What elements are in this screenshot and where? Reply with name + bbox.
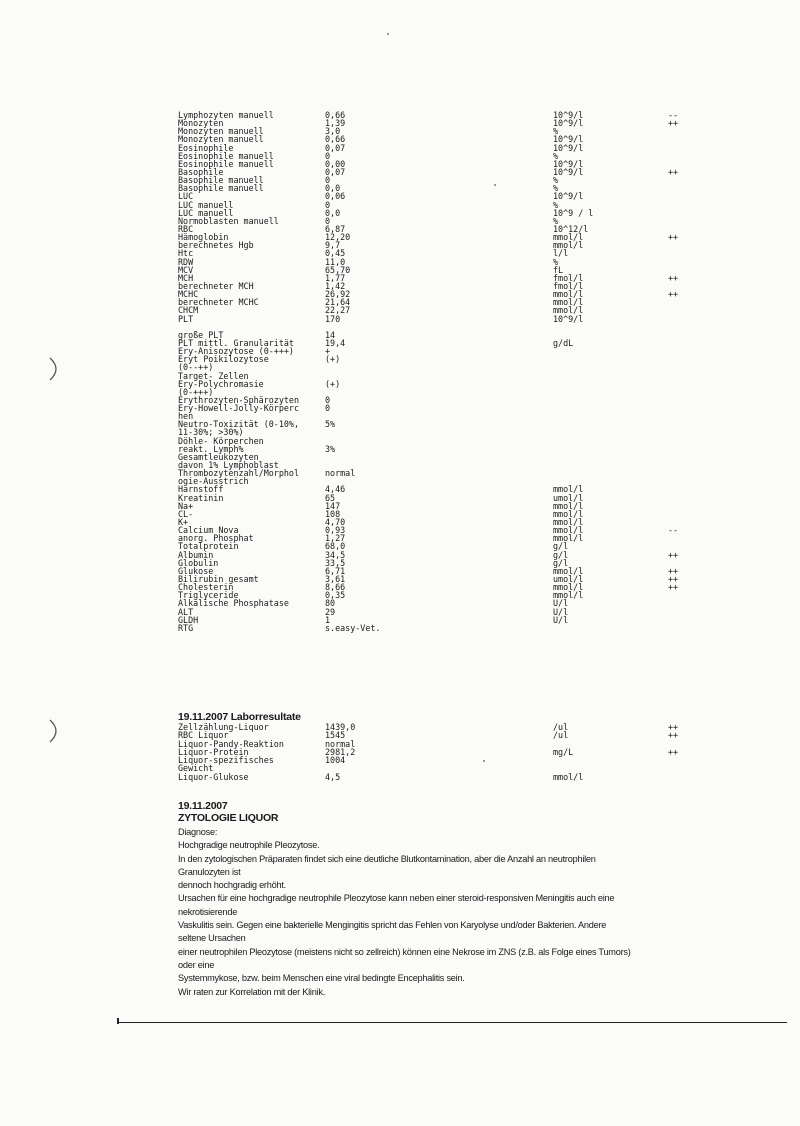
result-name: berechneter MCH [178, 280, 254, 291]
result-value: 65,70 [325, 264, 351, 275]
table-row [178, 201, 698, 209]
result-flag: ++ [668, 730, 679, 741]
cytology-line: nekrotisierende [178, 906, 238, 917]
result-name: ALT [178, 606, 194, 617]
result-name: Eryt Poikilozytose [178, 354, 269, 365]
result-unit: mmol/l [553, 517, 584, 528]
result-name: Liquor-spezifisches [178, 755, 274, 766]
result-value: 19,4 [325, 337, 346, 348]
result-unit: mmol/l [553, 232, 584, 243]
result-value: 0,07 [325, 142, 346, 153]
result-name: RBC Liquor [178, 730, 229, 741]
table-row [178, 249, 698, 257]
result-name: MCV [178, 264, 194, 275]
result-unit: mmol/l [553, 533, 584, 544]
result-unit: 10^12/l [553, 223, 589, 234]
cytology-line: seltene Ursachen [178, 933, 246, 944]
result-unit: mmol/l [553, 305, 584, 316]
cytology-line: Wir raten zur Korrelation mit der Klinik. [178, 986, 326, 997]
cytology-line: In den zytologischen Präparaten findet sich eine deutliche Blutkontamination, aber die Anzahl an neutrophilen [178, 853, 596, 864]
result-flag: ++ [668, 574, 679, 585]
result-value: 33,5 [325, 557, 346, 568]
table-row [178, 258, 698, 266]
table-row [178, 298, 698, 306]
result-name: Triglyceride [178, 590, 239, 601]
table-row [178, 355, 698, 363]
result-unit: umol/l [553, 574, 584, 585]
result-value: 80 [325, 598, 336, 609]
result-unit: mmol/l [553, 289, 584, 300]
result-value: 0,06 [325, 191, 346, 202]
result-unit: l/l [553, 248, 569, 259]
result-unit: g/dL [553, 337, 574, 348]
result-flag: ++ [668, 232, 679, 243]
result-value: 65 [325, 492, 336, 503]
table-row [178, 380, 698, 388]
footer-rule [117, 1022, 787, 1023]
table-row [178, 233, 698, 241]
lab-results-table [178, 111, 698, 632]
result-name: (0--++) [178, 362, 214, 373]
result-name: Globulin [178, 557, 219, 568]
result-name: Liquor-Protein [178, 746, 249, 757]
result-name: Target- Zellen [178, 370, 249, 381]
table-row [178, 599, 698, 607]
result-name: Bilirubin gesamt [178, 574, 259, 585]
result-value: 3% [325, 443, 336, 454]
table-row [178, 217, 698, 225]
result-value: 1545 [325, 730, 346, 741]
result-name: Monozyten manuell [178, 126, 264, 137]
table-row [178, 420, 698, 428]
result-value: 8,66 [325, 582, 346, 593]
result-unit: umol/l [553, 492, 584, 503]
cytology-line: Granulozyten ist [178, 866, 241, 877]
result-unit: % [553, 199, 559, 210]
result-name: Harnstoff [178, 484, 224, 495]
table-row [178, 502, 698, 510]
table-row [178, 315, 698, 323]
result-value: 1,27 [325, 533, 346, 544]
result-value: 0 [325, 175, 331, 186]
result-value: 0,0 [325, 207, 341, 218]
result-name: Eosinophile manuell [178, 150, 274, 161]
result-flag: ++ [668, 166, 679, 177]
cytology-line: dennoch hochgradig erhöht. [178, 880, 286, 891]
result-name: Basophile manuell [178, 175, 264, 186]
result-unit: % [553, 256, 559, 267]
result-name: (0-+++) [178, 386, 214, 397]
result-value: 14 [325, 329, 336, 340]
result-unit: U/l [553, 598, 569, 609]
result-name: RBC [178, 223, 194, 234]
result-name: ogie-Ausstrich [178, 476, 249, 487]
result-value: 12,20 [325, 232, 351, 243]
table-row [178, 477, 698, 485]
result-value: 21,64 [325, 297, 351, 308]
result-unit: fmol/l [553, 272, 584, 283]
result-flag: ++ [668, 289, 679, 300]
table-row [178, 575, 698, 583]
result-flag: ++ [668, 746, 679, 757]
result-name: reakt. Lymph% [178, 443, 244, 454]
result-value: 68,0 [325, 541, 346, 552]
table-row [178, 437, 698, 445]
table-row [178, 551, 698, 559]
result-name: große PLT [178, 329, 224, 340]
result-value: 0,0 [325, 183, 341, 194]
cytology-section [178, 800, 748, 999]
cytology-line: Systemmykose, bzw. beim Menschen eine viral bedingte Encephalitis sein. [178, 973, 465, 984]
table-row [178, 740, 698, 748]
result-name: Thrombozytenzahl/Morphol [178, 468, 300, 479]
table-row [178, 773, 698, 781]
table-row [178, 282, 698, 290]
result-value: 0 [325, 150, 331, 161]
result-name: Ery-Howell-Jolly-Körperc [178, 403, 300, 414]
result-unit: /ul [553, 722, 569, 732]
result-unit: mmol/l [553, 484, 584, 495]
result-flag: ++ [668, 582, 679, 593]
result-name: LUC manuell [178, 207, 234, 218]
table-row [178, 404, 698, 412]
table-row [178, 469, 698, 477]
result-value: 0 [325, 403, 331, 414]
result-value: 0 [325, 215, 331, 226]
result-flag: ++ [668, 118, 679, 129]
table-row [178, 559, 698, 567]
cytology-title: ZYTOLOGIE LIQUOR [178, 812, 279, 824]
result-name: Basophile [178, 166, 224, 177]
table-row [178, 485, 698, 493]
csf-results-table [178, 723, 698, 781]
result-unit: 10^9/l [553, 134, 584, 145]
result-value: 0,66 [325, 134, 346, 145]
result-flag: -- [668, 110, 679, 120]
result-name: CHCM [178, 305, 199, 316]
result-unit: mmol/l [553, 240, 584, 251]
table-row [178, 526, 698, 534]
result-value: 4,70 [325, 517, 346, 528]
result-unit: mg/L [553, 746, 574, 757]
result-name: PLT [178, 313, 194, 324]
result-unit: 10^9/l [553, 158, 584, 169]
result-name: anorg. Phosphat [178, 533, 254, 544]
result-unit: 10^9/l [553, 166, 584, 177]
result-name: Ery-Anisozytose (0-+++) [178, 346, 294, 357]
result-value: 0,66 [325, 110, 346, 120]
table-row [178, 363, 698, 371]
cytology-line: Hochgradige neutrophile Pleozytose. [178, 840, 320, 851]
result-name: berechneter MCHC [178, 297, 259, 308]
result-name: Eosinophile manuell [178, 158, 274, 169]
result-name: LUC [178, 191, 194, 202]
result-name: Basophile manuell [178, 183, 264, 194]
result-flag: ++ [668, 722, 679, 732]
result-unit: mmol/l [553, 590, 584, 601]
result-name: 11-30%; >30%) [178, 427, 244, 438]
result-value: 3,0 [325, 126, 341, 137]
result-name: Liquor-Glukose [178, 771, 249, 782]
result-name: hen [178, 411, 194, 422]
result-value: normal [325, 468, 356, 479]
result-unit: U/l [553, 606, 569, 617]
result-value: 3,61 [325, 574, 346, 585]
result-unit: mmol/l [553, 771, 584, 782]
result-name: Döhle- Körperchen [178, 435, 264, 446]
result-unit: 10^9 / l [553, 207, 594, 218]
table-row [178, 764, 698, 772]
result-value: 170 [325, 313, 341, 324]
punch-hole-mark [46, 356, 64, 382]
cytology-line: Vaskulitis sein. Gegen eine bakterielle Mengingitis spricht das Fehlen von Karyolyse und/oder Bakterien. Andere [178, 920, 607, 931]
table-row [178, 274, 698, 282]
result-name: berechnetes Hgb [178, 240, 254, 251]
table-row [178, 518, 698, 526]
result-name: Zellzählung-Liquor [178, 722, 269, 732]
result-value: 34,5 [325, 549, 346, 560]
result-value: 147 [325, 500, 341, 511]
punch-hole-mark [46, 718, 64, 744]
result-unit: mmol/l [553, 582, 584, 593]
result-name: Kreatinin [178, 492, 224, 503]
result-value: (+) [325, 354, 341, 365]
result-unit: % [553, 215, 559, 226]
result-value: 1 [325, 614, 331, 625]
result-unit: 10^9/l [553, 110, 584, 120]
result-name: Gewicht [178, 763, 214, 774]
scan-speck [387, 33, 389, 35]
table-row [178, 542, 698, 550]
table-row [178, 306, 698, 314]
result-name: Liquor-Pandy-Reaktion [178, 738, 284, 749]
result-value: 0,45 [325, 248, 346, 259]
result-name: Eosinophile [178, 142, 234, 153]
table-row [178, 241, 698, 249]
result-name: Ery-Polychromasie [178, 378, 264, 389]
result-name: CL- [178, 508, 194, 519]
result-unit: mmol/l [553, 525, 584, 536]
result-unit: g/l [553, 541, 569, 552]
result-flag: ++ [668, 565, 679, 576]
result-name: MCHC [178, 289, 199, 300]
result-name: Normoblasten manuell [178, 215, 279, 226]
result-value: 1439,0 [325, 722, 356, 732]
table-row [178, 534, 698, 542]
table-row [178, 624, 698, 632]
result-unit: mmol/l [553, 297, 584, 308]
result-value: 1,77 [325, 272, 346, 283]
result-unit: mmol/l [553, 508, 584, 519]
result-value: + [325, 346, 331, 357]
result-flag: ++ [668, 549, 679, 560]
result-name: LUC manuell [178, 199, 234, 210]
result-unit: U/l [553, 614, 569, 625]
cytology-line: einer neutrophilen Pleozytose (meistens nicht so zellreich) können eine Nekrose im ZNS (z.B. als Folge eines Tumors) [178, 946, 631, 957]
result-name: davon 1% Lymphoblast [178, 460, 279, 471]
result-value: 2981,2 [325, 746, 356, 757]
result-unit: % [553, 175, 559, 186]
result-value: 11,0 [325, 256, 346, 267]
result-value: 0,00 [325, 158, 346, 169]
result-name: Alkalische Phosphatase [178, 598, 289, 609]
result-value: 0 [325, 394, 331, 405]
result-unit: /ul [553, 730, 569, 741]
table-row [178, 111, 698, 119]
cytology-line: Ursachen für eine hochgradige neutrophile Pleozytose kann neben einer steroid-responsiven Meningitis auch eine [178, 893, 615, 904]
result-value: 4,46 [325, 484, 346, 495]
result-value: 9,7 [325, 240, 341, 251]
result-value: (+) [325, 378, 341, 389]
result-name: Monozyten [178, 118, 224, 129]
result-unit: % [553, 126, 559, 137]
result-unit: g/l [553, 549, 569, 560]
result-name: RDW [178, 256, 194, 267]
csf-results-header: 19.11.2007 Laborresultate [178, 711, 301, 723]
result-value: 22,27 [325, 305, 351, 316]
result-name: GLDH [178, 614, 199, 625]
cytology-date: 19.11.2007 [178, 800, 228, 812]
result-unit: % [553, 183, 559, 194]
result-value: 0 [325, 199, 331, 210]
result-name: MCH [178, 272, 194, 283]
result-unit: g/l [553, 557, 569, 568]
cytology-line: oder eine [178, 959, 215, 970]
table-row [178, 510, 698, 518]
result-unit: mmol/l [553, 565, 584, 576]
table-row [178, 583, 698, 591]
result-name: Cholesterin [178, 582, 234, 593]
result-name: PLT mittl. Granularität [178, 337, 294, 348]
result-unit: % [553, 150, 559, 161]
table-row [178, 323, 698, 331]
result-value: 4,5 [325, 771, 341, 782]
result-flag: ++ [668, 272, 679, 283]
result-name: Neutro-Toxizität (0-10%, [178, 419, 300, 430]
result-name: K+ [178, 517, 189, 528]
result-value: normal [325, 738, 356, 749]
result-value: 29 [325, 606, 336, 617]
result-unit: fL [553, 264, 564, 275]
table-row [178, 160, 698, 168]
result-name: Na+ [178, 500, 194, 511]
cytology-line: Diagnose: [178, 827, 218, 837]
result-value: 0,35 [325, 590, 346, 601]
result-unit: mmol/l [553, 500, 584, 511]
result-value: 6,87 [325, 223, 346, 234]
result-name: Totalprotein [178, 541, 239, 552]
table-row [178, 184, 698, 192]
table-row [178, 192, 698, 200]
result-name: Hämoglobin [178, 232, 229, 243]
result-name: Htc [178, 248, 194, 259]
result-value: s.easy-Vet. [325, 622, 381, 633]
table-row [178, 494, 698, 502]
table-row [178, 723, 698, 731]
table-row [178, 225, 698, 233]
result-value: 0,93 [325, 525, 346, 536]
result-name: Glukose [178, 565, 214, 576]
table-row [178, 616, 698, 624]
result-value: 108 [325, 508, 341, 519]
result-name: Calcium Nova [178, 525, 239, 536]
result-name: Erythrozyten-Sphärozyten [178, 394, 300, 405]
result-value: 1,42 [325, 280, 346, 291]
result-value: 5% [325, 419, 336, 430]
result-unit: 10^9/l [553, 191, 584, 202]
result-value: 6,71 [325, 565, 346, 576]
result-unit: fmol/l [553, 280, 584, 291]
table-row [178, 756, 698, 764]
result-value: 1004 [325, 755, 346, 766]
table-row [178, 135, 698, 143]
result-value: 26,92 [325, 289, 351, 300]
result-name: Lymphozyten manuell [178, 110, 274, 120]
result-flag: -- [668, 525, 679, 536]
result-name: Albumin [178, 549, 214, 560]
result-unit: 10^9/l [553, 142, 584, 153]
result-value: 0,07 [325, 166, 346, 177]
cytology-text [178, 826, 748, 999]
result-name: Monozyten manuell [178, 134, 264, 145]
result-unit: 10^9/l [553, 118, 584, 129]
table-row [178, 266, 698, 274]
result-unit: 10^9/l [553, 313, 584, 324]
result-value: 1,39 [325, 118, 346, 129]
result-name: RTG [178, 622, 194, 633]
result-name: Gesamtleukozyten [178, 451, 259, 462]
table-row [178, 608, 698, 616]
